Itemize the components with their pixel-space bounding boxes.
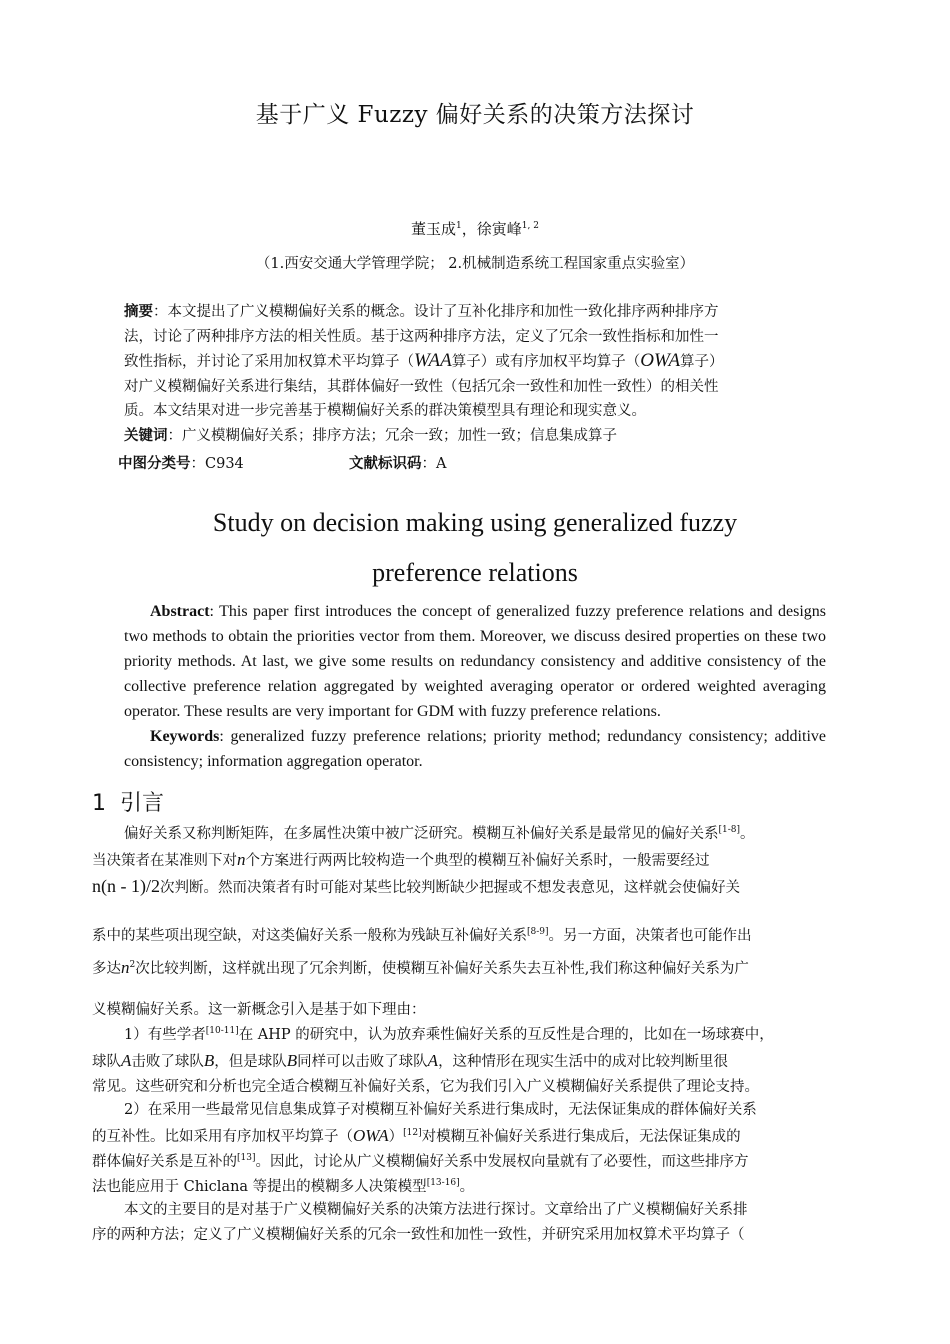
clc-value: ：C934 xyxy=(190,456,244,472)
affiliations: （1.西安交通大学管理学院； 2.机械制造系统工程国家重点实验室） xyxy=(255,256,695,272)
intro-paragraph-3 xyxy=(92,1098,862,1200)
en-keywords-label: Keywords xyxy=(150,728,220,745)
cn-abstract-text: 算子）或有序加权平均算子（ xyxy=(451,354,641,370)
en-abstract xyxy=(124,599,826,774)
body-text: 个方案进行两两比较构造一个典型的模糊互补偏好关系时，一般需要经过 xyxy=(245,853,710,869)
clc-label: 中图分类号 xyxy=(118,456,191,472)
intro-paragraph-2 xyxy=(92,1023,862,1100)
section-heading xyxy=(92,786,164,817)
cn-abstract-text: 算子） xyxy=(680,354,724,370)
body-line xyxy=(92,822,862,847)
body-text: 。 xyxy=(459,1179,475,1195)
body-text: 当决策者在某准则下对 xyxy=(92,853,237,869)
en-abstract-label: Abstract xyxy=(150,603,210,620)
waa-symbol: WAA xyxy=(414,350,452,371)
math-formula: n(n - 1)/2 xyxy=(92,876,160,896)
doc-code-value: ：A xyxy=(421,456,447,472)
en-abstract-text: : This paper first introduces the concept of generalized fuzzy preference relations and designs two methods to obtain the priorities vector from them. Moreover, we discuss desired properties on these two priority methods. At last, we give some results on redundancy consistency and additive consistency of the collective preference relation aggregated by weighted averaging operator or ordered weighted averaging operator. These results are very important for GDM with fuzzy preference relations. xyxy=(124,603,826,720)
cn-abstract xyxy=(124,300,826,448)
cn-abstract-line xyxy=(124,300,826,325)
math-exponent: 2 xyxy=(129,960,136,971)
citation: [8-9] xyxy=(527,927,549,938)
math-A: A xyxy=(427,1051,439,1070)
body-line: 常见。这些研究和分析也完全适合模糊互补偏好关系，它为我们引入广义模糊偏好关系提供了理论支持。 xyxy=(92,1079,759,1095)
cn-abstract-line: 法，讨论了两种排序方法的相关性质。基于这两种排序方法，定义了冗余一致性指标和加性一 xyxy=(124,328,719,345)
section-number: 1 xyxy=(92,791,106,816)
body-line xyxy=(92,1123,862,1150)
body-text: 次判断。然而决策者有时可能对某些比较判断缺少把握或不想发表意见，这样就会使偏好关 xyxy=(159,880,740,896)
section-title: 引言 xyxy=(120,791,165,816)
cn-keywords xyxy=(124,424,826,449)
body-text: 的互补性。比如采用有序加权平均算子（ xyxy=(92,1129,353,1145)
cn-keywords-text: ：广义模糊偏好关系；排序方法；冗余一致；加性一致；信息集成算子 xyxy=(167,427,617,444)
body-line xyxy=(92,924,862,949)
body-text: 1）有些学者 xyxy=(124,1027,206,1043)
body-text: 次比较判断，这样就出现了冗余判断，使模糊互补偏好关系失去互补性,我们称这种偏好关系为广 xyxy=(135,961,749,977)
body-text: ） xyxy=(388,1129,404,1145)
citation: [10-11] xyxy=(205,1026,239,1037)
citation: [13-16] xyxy=(426,1178,460,1189)
paper-title-cn: 基于广义 Fuzzy 偏好关系的决策方法探讨 xyxy=(255,102,695,128)
intro-paragraph-4 xyxy=(92,1198,862,1248)
body-text: 。 xyxy=(740,826,755,842)
intro-paragraph-1 xyxy=(92,822,862,901)
math-B: B xyxy=(286,1051,298,1070)
cn-abstract-label: 摘要 xyxy=(124,304,153,320)
body-text: ，但是球队 xyxy=(214,1054,287,1070)
body-text: 对模糊互补偏好关系进行集成后，无法保证集成的 xyxy=(421,1129,741,1145)
body-text: ，这种情形在现实生活中的成对比较判断里很 xyxy=(438,1054,729,1070)
author-1: 董玉成 xyxy=(411,220,457,238)
body-line xyxy=(92,955,862,982)
body-text: 群体偏好关系是互补的 xyxy=(92,1154,237,1170)
author-line xyxy=(0,218,950,239)
body-line: 本文的主要目的是对基于广义模糊偏好关系的决策方法进行探讨。文章给出了广义模糊偏好关系排 xyxy=(124,1202,748,1218)
citation: [1-8] xyxy=(718,825,741,836)
cn-keywords-label: 关键词 xyxy=(124,427,168,444)
author-2: 徐寅峰 xyxy=(476,220,522,238)
intro-paragraph-1-cont xyxy=(92,924,862,982)
author-1-affil: 1 xyxy=(456,221,462,231)
body-line xyxy=(92,847,862,874)
body-text: 多达 xyxy=(92,961,121,977)
cn-abstract-text: 致性指标，并讨论了采用加权算术平均算子（ xyxy=(124,354,414,370)
body-text: 偏好关系又称判断矩阵，在多属性决策中被广泛研究。模糊互补偏好关系是最常见的偏好关系 xyxy=(124,826,719,842)
citation: [12] xyxy=(403,1128,422,1139)
body-line xyxy=(92,1150,862,1175)
en-keywords xyxy=(124,724,826,774)
intro-paragraph-1-end xyxy=(92,998,862,1023)
body-line: 2）在采用一些最常见信息集成算子对模糊互补偏好关系进行集成时，无法保证集成的群体偏好关系 xyxy=(124,1102,757,1118)
cn-abstract-line: 对广义模糊偏好关系进行集结，其群体偏好一致性（包括冗余一致性和加性一致性）的相关性 xyxy=(124,378,719,395)
body-text: 。另一方面，决策者也可能作出 xyxy=(548,928,752,944)
owa-symbol: OWA xyxy=(640,350,681,371)
owa-symbol: OWA xyxy=(353,1126,389,1145)
cn-abstract-line xyxy=(124,349,826,375)
math-n: n xyxy=(237,850,246,869)
body-line xyxy=(92,874,862,901)
author-2-affil: 1, 2 xyxy=(521,221,539,231)
classification-line xyxy=(118,452,838,473)
author-separator: ， xyxy=(461,220,477,238)
body-line xyxy=(92,1048,862,1075)
body-line xyxy=(92,1023,862,1048)
en-abstract-paragraph xyxy=(124,599,826,724)
body-line xyxy=(92,1175,862,1200)
body-text: 击败了球队 xyxy=(131,1054,204,1070)
doc-code-label: 文献标识码 xyxy=(349,456,422,472)
math-A: A xyxy=(121,1051,132,1070)
cn-abstract-text: ：本文提出了广义模糊偏好关系的概念。设计了互补化排序和加性一致化排序两种排序方 xyxy=(153,304,719,320)
body-line: 义模糊偏好关系。这一新概念引入是基于如下理由： xyxy=(92,1002,426,1018)
body-text: 系中的某些项出现空缺，对这类偏好关系一般称为残缺互补偏好关系 xyxy=(92,928,527,944)
paper-title-en-line2: preference relations xyxy=(372,558,578,587)
paper-title-en-line1: Study on decision making using generalized fuzzy xyxy=(212,508,738,537)
citation: [13] xyxy=(237,1153,256,1164)
body-line: 序的两种方法；定义了广义模糊偏好关系的冗余一致性和加性一致性，并研究采用加权算术平均算子（ xyxy=(92,1227,745,1243)
cn-abstract-line: 质。本文结果对进一步完善基于模糊偏好关系的群决策模型具有理论和现实意义。 xyxy=(124,403,646,419)
body-text: 同样可以击败了球队 xyxy=(297,1054,428,1070)
math-B: B xyxy=(203,1051,215,1070)
body-text: 在 AHP 的研究中，认为放弃乘性偏好关系的互反性是合理的，比如在一场球赛中， xyxy=(238,1027,774,1043)
en-keywords-text: : generalized fuzzy preference relations; priority method; redundancy consistency; additive consistency; information aggregation operator. xyxy=(124,728,826,770)
body-text: 。因此，讨论从广义模糊偏好关系中发展权向量就有了必要性，而这些排序方 xyxy=(255,1154,749,1170)
math-n: n xyxy=(121,958,130,977)
body-text: 球队 xyxy=(92,1054,121,1070)
body-text: 法也能应用于 Chiclana 等提出的模糊多人决策模型 xyxy=(92,1179,427,1195)
